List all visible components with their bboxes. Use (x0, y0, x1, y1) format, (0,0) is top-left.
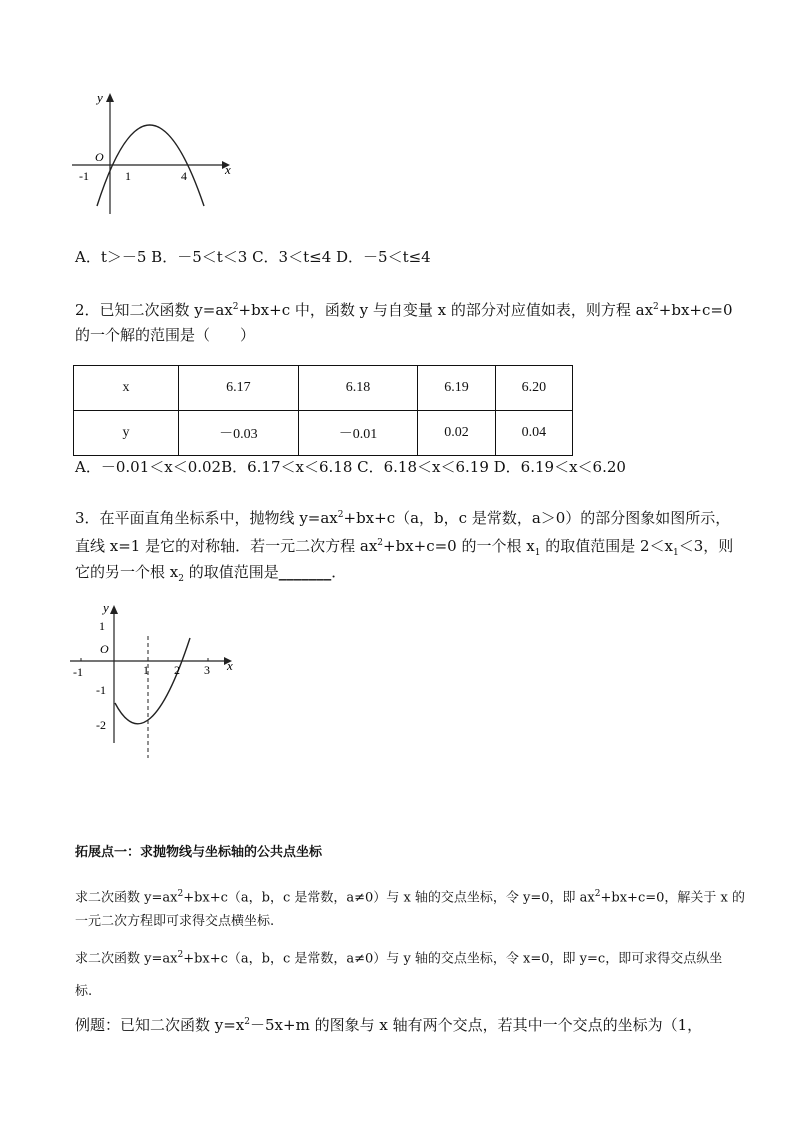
section-p1-b: +bx+c（a，b，c 是常数，a≠0）与 x 轴的交点坐标，令 y=0，即 ax (183, 890, 595, 906)
graph-2-x-tick-3: 3 (204, 663, 210, 677)
q2-text-line1 (75, 297, 733, 320)
graph-2 (68, 598, 243, 763)
table-cell: 0.02 (418, 411, 495, 456)
graph-2-origin: O (100, 642, 109, 656)
q3-sup1: 2 (337, 510, 344, 520)
graph-1-origin: O (95, 150, 104, 164)
q3-line3-a: 它的另一个根 x (75, 563, 179, 581)
example-a: 例题：已知二次函数 y=x (75, 1016, 245, 1034)
graph-2-x-label: x (227, 658, 233, 673)
section-p1-line2: 一元二次方程即可求得交点横坐标. (75, 914, 275, 929)
q3-line3-c: ． (331, 563, 347, 581)
graph-2-y-arrow (110, 605, 118, 614)
section-p2-b: +bx+c（a，b，c 是常数，a≠0）与 y 轴的交点坐标，令 x=0，即 y=c，即可求得交点纵坐 (183, 951, 723, 967)
graph-1-tick-neg1: -1 (79, 169, 89, 183)
table-cell: x (74, 366, 179, 411)
table-cell: －0.03 (179, 411, 299, 456)
graph-1-tick-4: 4 (181, 169, 187, 183)
q3-line2-b: +bx+c=0 的一个根 x (383, 537, 535, 555)
value-table (73, 365, 573, 456)
section-p2-line1 (75, 946, 722, 968)
q3-line2-a: 直线 x=1 是它的对称轴．若一元二次方程 ax (75, 537, 378, 555)
graph-2-y-tick-1: 1 (99, 619, 105, 633)
q3-sub2: 1 (673, 548, 679, 558)
q3-text-line1 (75, 505, 730, 528)
q2-sup1: 2 (232, 302, 239, 312)
q3-text-line2 (75, 533, 733, 563)
table-cell: －0.01 (298, 411, 418, 456)
table-cell: 6.18 (298, 366, 418, 411)
q2-text-line2: 的一个解的范围是（ ） (75, 326, 256, 344)
example-line (75, 1012, 702, 1035)
table-cell: y (74, 411, 179, 456)
table-cell: 0.04 (495, 411, 572, 456)
q3-text-line3 (75, 562, 346, 589)
table-row (74, 366, 573, 411)
section-p1-sup2: 2 (594, 889, 601, 899)
example-b: －5x+m 的图象与 x 轴有两个交点，若其中一个交点的坐标为（1， (250, 1016, 703, 1034)
q3-line3-b: 的取值范围是 (183, 563, 279, 581)
q3-line1-b: +bx+c（a，b，c 是常数，a＞0）的部分图象如图所示， (343, 509, 731, 527)
section-p2-a: 求二次函数 y=ax (75, 951, 178, 967)
section-p1-line1 (75, 885, 745, 907)
graph-2-x-tick-1: 1 (143, 663, 149, 677)
section-p1-c: +bx+c=0，解关于 x 的 (600, 890, 745, 906)
section-p2-line2: 标. (75, 984, 93, 999)
graph-2-parabola (115, 638, 190, 724)
graph-2-y-label: y (103, 600, 109, 615)
q2-sup2: 2 (653, 302, 659, 312)
q3-answer-blank[interactable]: _______ (278, 563, 332, 581)
q2-options: A．－0.01＜x＜0.02B．6.17＜x＜6.18 C．6.18＜x＜6.19 D．6.19＜x＜6.20 (75, 458, 626, 476)
q2-line1-a: 2．已知二次函数 y=ax (75, 301, 233, 319)
section-heading: 拓展点一：求抛物线与坐标轴的公共点坐标 (75, 845, 323, 860)
graph-1 (70, 88, 240, 218)
graph-1-x-label: x (225, 162, 231, 177)
q3-line2-c: 的取值范围是 2＜x (540, 537, 674, 555)
graph-2-y-tick-neg2: -2 (96, 718, 106, 732)
q2-line1-c: +bx+c=0 (658, 301, 733, 319)
graph-1-y-arrow (106, 93, 114, 102)
q3-sup2: 2 (377, 538, 384, 548)
graph-2-x-tick-neg1: -1 (73, 665, 83, 679)
q3-line1-a: 3．在平面直角坐标系中，抛物线 y=ax (75, 509, 338, 527)
section-p2-sup1: 2 (177, 950, 184, 960)
q3-sub1: 1 (534, 548, 541, 558)
q2-line1-b: +bx+c 中，函数 y 与自变量 x 的部分对应值如表，则方程 ax (238, 301, 654, 319)
graph-2-x-tick-2: 2 (174, 663, 180, 677)
table-cell: 6.20 (495, 366, 572, 411)
table-cell: 6.19 (418, 366, 495, 411)
graph-1-y-label: y (97, 90, 103, 105)
graph-2-y-tick-neg1: -1 (96, 683, 106, 697)
q1-options: A．t＞－5 B．－5＜t＜3 C．3＜t≤4 D．－5＜t≤4 (75, 248, 431, 266)
table-cell: 6.17 (179, 366, 299, 411)
table-row (74, 411, 573, 456)
graph-1-tick-1: 1 (125, 169, 131, 183)
q3-sub3: 2 (178, 574, 184, 584)
q3-line2-d: ＜3，则 (678, 537, 734, 555)
section-p1-a: 求二次函数 y=ax (75, 890, 178, 906)
example-sup: 2 (244, 1017, 251, 1027)
section-p1-sup1: 2 (177, 889, 184, 899)
